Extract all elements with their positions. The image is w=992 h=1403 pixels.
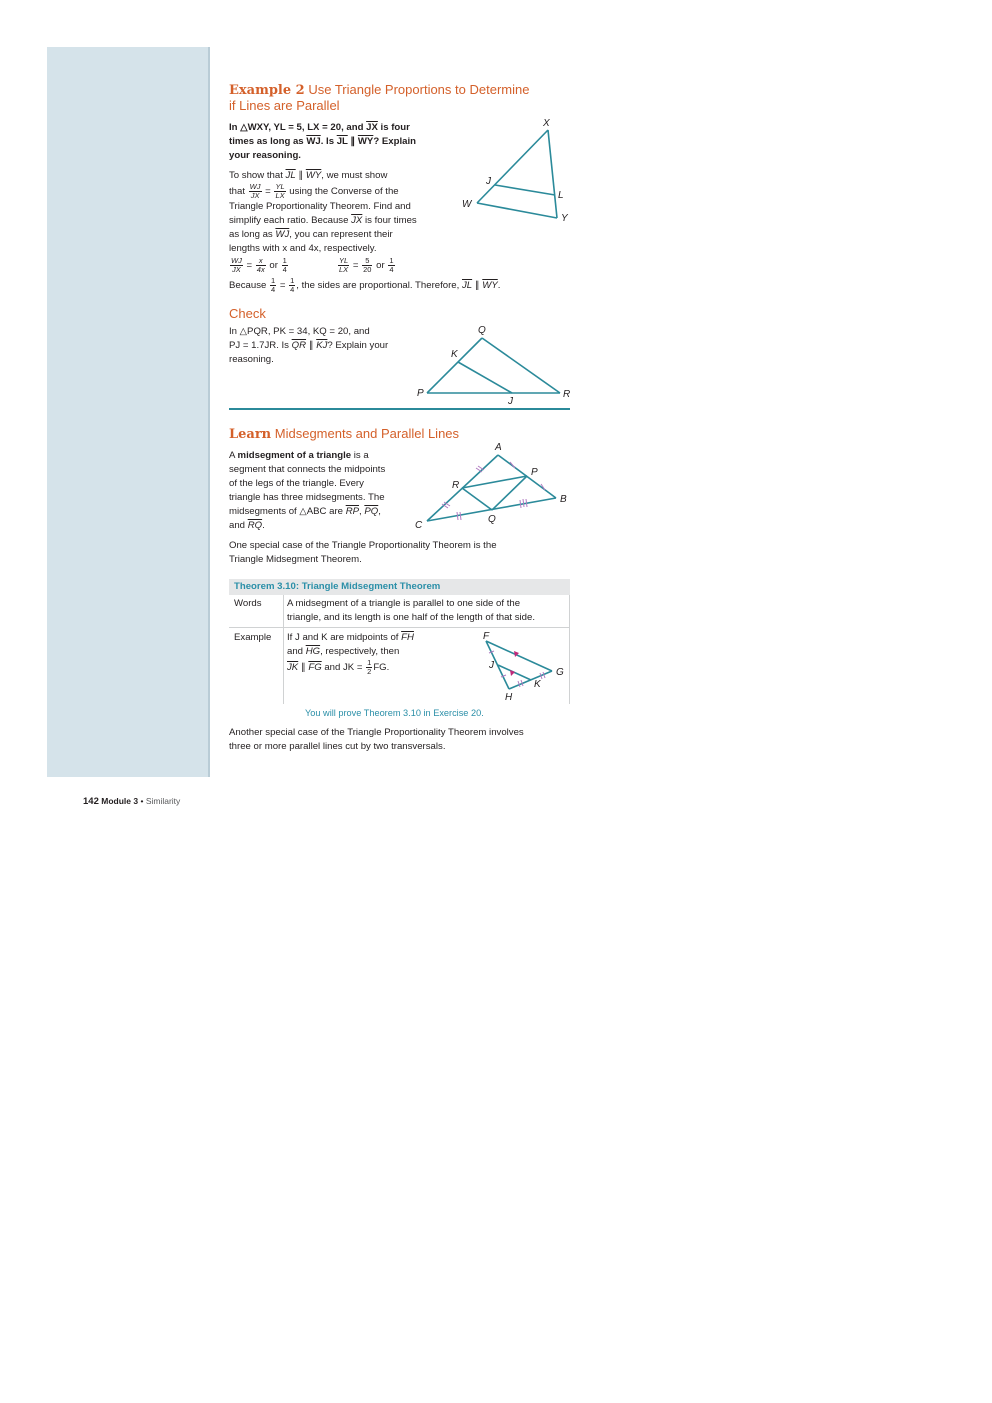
- sidebar-edge: [208, 47, 210, 777]
- label-j: J: [486, 176, 491, 187]
- label-c: C: [415, 520, 423, 531]
- label-p: P: [531, 467, 538, 478]
- page-footer: [83, 796, 180, 807]
- theorem-example-text: If J and K are midpoints of $\overline{FH}$ and $\overline{HG}$, respectively, then $\overline{JK}$ ∥ $\overline{FG}$ and JK = $\frac{1}{2}$ FG.: [287, 632, 414, 676]
- example-title-1: Use Triangle Proportions to Determine: [308, 82, 530, 97]
- check-heading: Check: [229, 306, 266, 321]
- triangle-pqr-figure: [412, 320, 577, 410]
- label-p: P: [417, 388, 424, 399]
- example-2-heading: [229, 82, 529, 99]
- footer-topic: Similarity: [145, 796, 181, 806]
- prove-note: You will prove Theorem 3.10 in Exercise 20.: [305, 708, 484, 718]
- segment-jl: [495, 185, 555, 195]
- label-r: R: [563, 389, 571, 400]
- label-j: J: [508, 396, 513, 407]
- special-case-text: One special case of the Triangle Proportionality Theorem is the Triangle Midsegment Theorem.: [229, 540, 497, 565]
- words-label: Words: [234, 598, 262, 609]
- footer-separator: •: [140, 796, 144, 806]
- side-fg: [486, 641, 552, 671]
- example-solution: To show that $\overline{JL}$ ∥ $\overline{WY}$, we must show that $\frac{WJ}{JX}$ = $\frac{YL}{LX}$ using the Converse of the Triangle Proportionality Theorem. Find and simplify each ratio. Because $\overline{JX}$ is four times as long as $\overline{WJ}$, you can represent their lengths with x and 4x, respectively.: [229, 170, 417, 254]
- label-l: L: [558, 190, 564, 201]
- words-text: A midsegment of a triangle is parallel to one side of the triangle, and its length is one half of the length of that side.: [287, 598, 536, 623]
- label-g: G: [556, 667, 564, 678]
- example-label-cell: Example: [234, 632, 272, 643]
- check-problem: In △PQR, PK = 34, KQ = 20, and PJ = 1.7JR. Is $\overline{QR}$ ∥ $\overline{KJ}$? Explain your reasoning.: [229, 326, 389, 365]
- label-r: R: [452, 480, 460, 491]
- theorem-col-divider: [283, 595, 284, 704]
- example-conclusion: Because $\frac{1}{4}$ = $\frac{1}{4}$ , the sides are proportional. Therefore, $\overline{JL}$ ∥ $\overline{WY}$.: [229, 276, 501, 294]
- label-a: A: [495, 442, 502, 453]
- label-w: W: [462, 199, 472, 210]
- label-f: F: [483, 631, 490, 642]
- label-b: B: [560, 494, 567, 505]
- ratio-yl-lx: $\frac{YL}{LX}$ = $\frac{5}{20}$ or $\frac{1}{4}$: [339, 256, 394, 274]
- label-k: K: [451, 349, 458, 360]
- learn-title: Midsegments and Parallel Lines: [274, 426, 460, 441]
- example-label: Example 2: [229, 83, 305, 98]
- label-q: Q: [478, 325, 486, 336]
- sidebar-panel: [47, 47, 209, 777]
- side-wy: [477, 203, 557, 218]
- label-h: H: [505, 692, 513, 701]
- ratio-wj-jx: $\frac{WJ}{JX}$ = $\frac{x}{4x}$ or $\frac{1}{4}$: [231, 256, 287, 274]
- page-number: 142: [83, 796, 99, 807]
- triangle-fgh-figure: [474, 629, 569, 701]
- side-pq: [427, 338, 482, 393]
- label-x: X: [543, 118, 550, 129]
- label-j: J: [489, 660, 494, 671]
- midsegment-rq: [462, 488, 492, 510]
- segment-kj: [458, 362, 512, 393]
- theorem-box: [229, 579, 570, 704]
- learn-label: Learn: [229, 427, 272, 442]
- label-y: Y: [561, 213, 568, 224]
- side-xy: [548, 130, 557, 218]
- another-special-case-text: Another special case of the Triangle Proportionality Theorem involves three or more parallel lines cut by two transversals.: [229, 727, 524, 752]
- theorem-row-divider: [229, 627, 570, 628]
- example-problem: In △WXY, YL = 5, LX = 20, and $\overline{JX}$ is four times as long as $\overline{WJ}$. Is $\overline{JL}$ ∥ $\overline{WY}$? Explain your reasoning.: [229, 122, 416, 161]
- example-title-2: if Lines are Parallel: [229, 98, 340, 113]
- side-qr: [482, 338, 560, 393]
- triangle-abc-figure: [412, 438, 577, 533]
- theorem-title: Theorem 3.10: Triangle Midsegment Theorem: [229, 579, 570, 595]
- triangle-wxy-figure: [455, 112, 575, 227]
- footer-module: Module 3: [101, 796, 139, 806]
- label-q: Q: [488, 514, 496, 525]
- label-k: K: [534, 679, 541, 690]
- learn-definition: A midsegment of a triangle is a segment that connects the midpoints of the legs of the triangle. Every triangle has three midsegments. The midsegments of △ABC are $\overline{RP}$, $\overline{PQ}$, and $\overline{RQ}$.: [229, 450, 386, 531]
- section-divider: [229, 408, 570, 410]
